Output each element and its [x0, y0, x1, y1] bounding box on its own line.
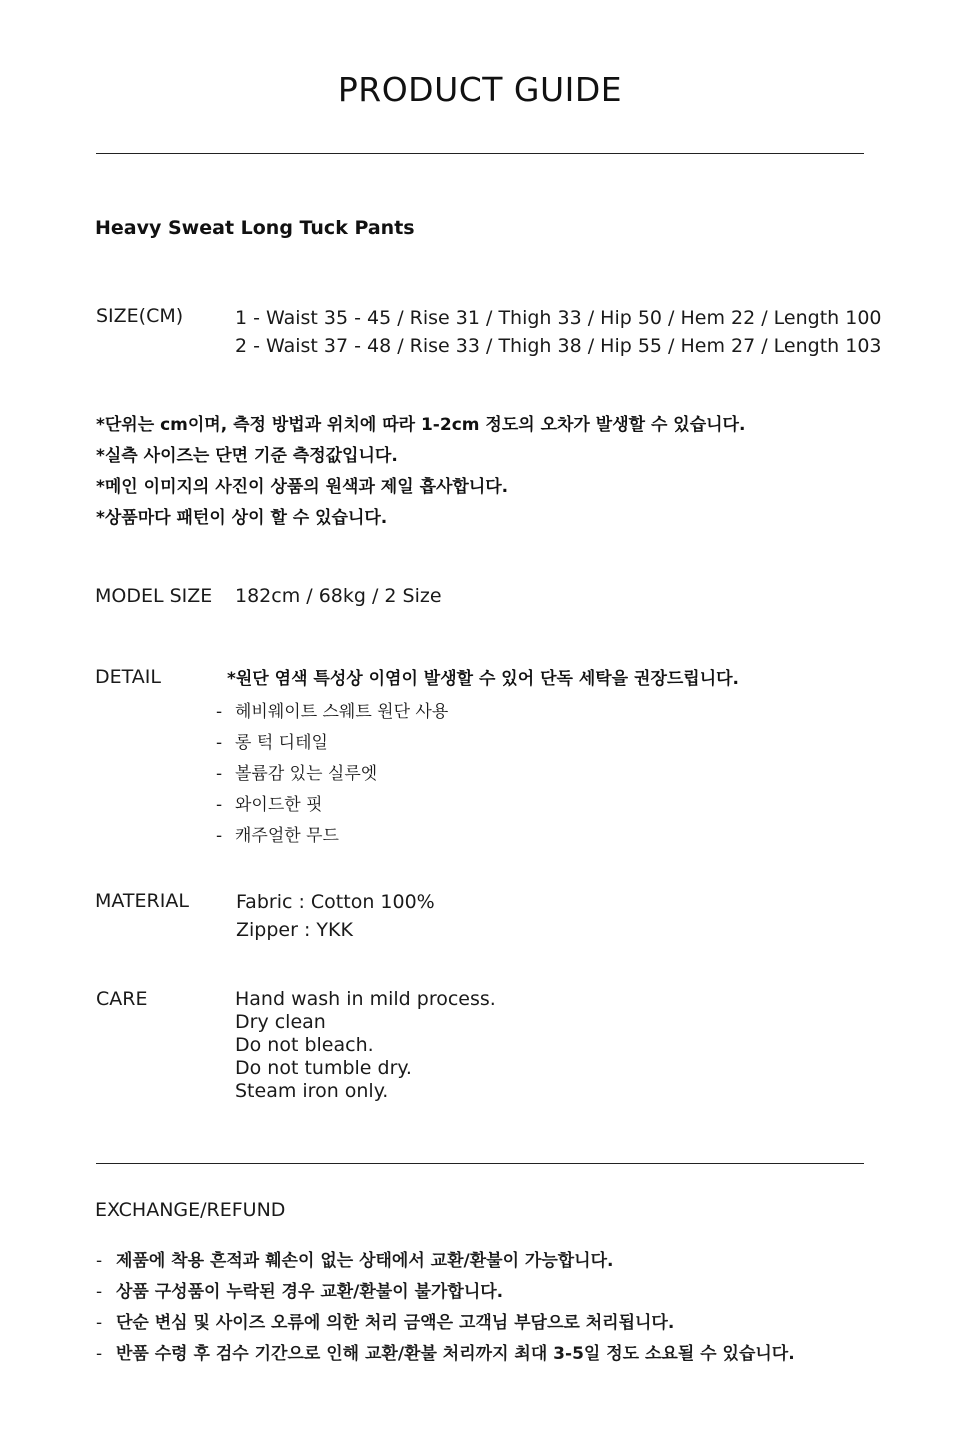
detail-item-text: 롱 턱 디테일: [235, 733, 328, 753]
detail-item: [216, 790, 448, 821]
detail-item: [216, 759, 448, 790]
detail-note: *원단 염색 특성상 이염이 발생할 수 있어 단독 세탁을 권장드립니다.: [227, 669, 740, 689]
material-fabric: Fabric : Cotton 100%: [236, 891, 435, 913]
refund-item: [96, 1308, 795, 1339]
detail-item-text: 헤비웨이트 스웨트 원단 사용: [235, 702, 449, 722]
care-item: Do not bleach.: [235, 1034, 374, 1056]
refund-item-text: 단순 변심 및 사이즈 오류에 의한 처리 금액은 고객님 부담으로 처리됩니다.: [116, 1313, 675, 1333]
size-row-2: 2 - Waist 37 - 48 / Rise 33 / Thigh 38 / Hip 55 / Hem 27 / Length 103: [235, 335, 882, 357]
detail-item-text: 캐주얼한 무드: [235, 826, 339, 846]
material-zipper: Zipper : YKK: [236, 919, 353, 941]
list-dash: -: [96, 1282, 103, 1302]
list-dash: -: [96, 1344, 103, 1364]
size-row-1: 1 - Waist 35 - 45 / Rise 31 / Thigh 33 / Hip 50 / Hem 22 / Length 100: [235, 307, 882, 329]
size-table: [235, 304, 882, 360]
exchange-refund-list: [96, 1246, 795, 1370]
material-list: [236, 888, 435, 944]
refund-item: [96, 1339, 795, 1370]
refund-item: [96, 1246, 795, 1277]
list-dash: -: [216, 702, 223, 722]
detail-list: [216, 697, 448, 852]
list-dash: -: [96, 1251, 103, 1271]
detail-label: DETAIL: [95, 666, 161, 688]
care-item: Do not tumble dry.: [235, 1057, 412, 1079]
model-size-value: 182cm / 68kg / 2 Size: [235, 585, 442, 607]
product-name: Heavy Sweat Long Tuck Pants: [95, 217, 415, 239]
list-dash: -: [96, 1313, 103, 1333]
detail-item: [216, 821, 448, 852]
refund-item: [96, 1277, 795, 1308]
exchange-refund-label: EXCHANGE/REFUND: [95, 1199, 286, 1221]
page-title: PRODUCT GUIDE: [337, 70, 623, 109]
note-item: *상품마다 패턴이 상이 할 수 있습니다.: [96, 508, 388, 528]
detail-item: [216, 697, 448, 728]
list-dash: -: [216, 826, 223, 846]
list-dash: -: [216, 795, 223, 815]
refund-item-text: 제품에 착용 흔적과 훼손이 없는 상태에서 교환/환불이 가능합니다.: [116, 1251, 614, 1271]
note-item: *단위는 cm이며, 측정 방법과 위치에 따라 1-2cm 정도의 오차가 발생할 수 있습니다.: [96, 415, 746, 435]
detail-item: [216, 728, 448, 759]
refund-item-text: 상품 구성품이 누락된 경우 교환/환불이 불가합니다.: [116, 1282, 504, 1302]
model-size-label: MODEL SIZE: [95, 585, 213, 607]
note-item: *메인 이미지의 사진이 상품의 원색과 제일 흡사합니다.: [96, 477, 509, 497]
care-list: [235, 988, 496, 1103]
care-label: CARE: [96, 988, 148, 1010]
care-item: Steam iron only.: [235, 1080, 389, 1102]
note-item: *실측 사이즈는 단면 기준 측정값입니다.: [96, 446, 398, 466]
top-divider: [96, 153, 864, 154]
list-dash: -: [216, 733, 223, 753]
size-notes: [96, 410, 745, 534]
care-item: Dry clean: [235, 1011, 326, 1033]
refund-item-text: 반품 수령 후 검수 기간으로 인해 교환/환불 처리까지 최대 3-5일 정도 소요될 수 있습니다.: [116, 1344, 795, 1364]
material-label: MATERIAL: [95, 890, 189, 912]
bottom-divider: [96, 1163, 864, 1164]
list-dash: -: [216, 764, 223, 784]
size-label: SIZE(CM): [96, 305, 184, 327]
detail-item-text: 볼륨감 있는 실루엣: [235, 764, 378, 784]
detail-item-text: 와이드한 핏: [235, 795, 323, 815]
care-item: Hand wash in mild process.: [235, 988, 496, 1010]
